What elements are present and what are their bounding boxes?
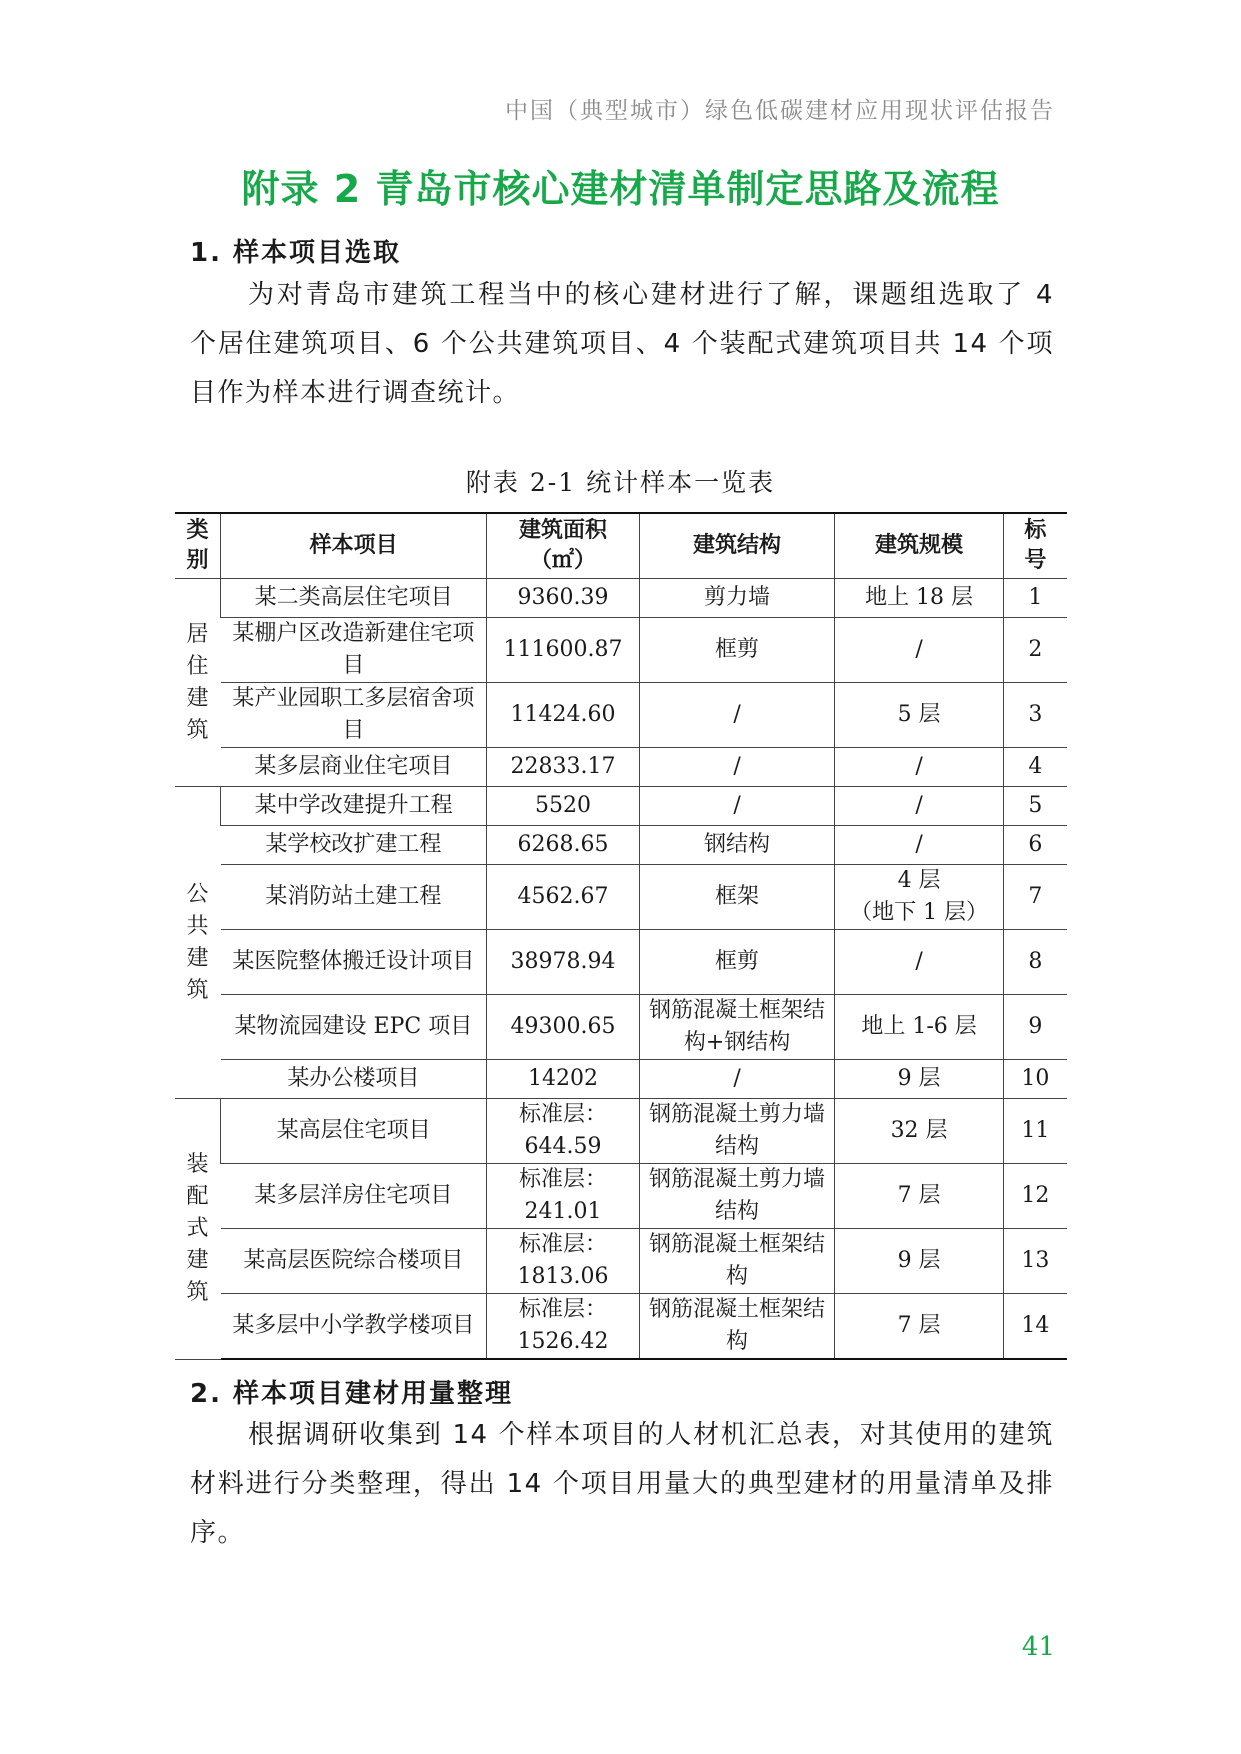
project-cell: 某产业园职工多层宿舍项目: [221, 683, 487, 748]
project-cell: 某棚户区改造新建住宅项目: [221, 618, 487, 683]
structure-cell: /: [639, 1060, 835, 1099]
scale-cell: 5 层: [835, 683, 1003, 748]
table-row: [175, 579, 1067, 618]
area-cell: 6268.65: [487, 826, 639, 865]
number-cell: 14: [1003, 1294, 1067, 1360]
area-cell: 38978.94: [487, 930, 639, 995]
section-2-paragraph: 根据调研收集到 14 个样本项目的人材机汇总表，对其使用的建筑材料进行分类整理，得出 14 个项目用量大的典型建材的用量清单及排序。: [190, 1420, 1054, 1548]
project-cell: 某学校改扩建工程: [221, 826, 487, 865]
section-2-heading: 2. 样本项目建材用量整理: [190, 1379, 514, 1409]
scale-cell: 地上 1-6 层: [835, 995, 1003, 1060]
project-cell: 某办公楼项目: [221, 1060, 487, 1099]
structure-cell: 钢筋混凝土框架结构: [639, 1229, 835, 1294]
project-cell: 某高层住宅项目: [221, 1099, 487, 1164]
scale-cell: 9 层: [835, 1229, 1003, 1294]
table-row: [175, 1060, 1067, 1099]
table-row: [175, 865, 1067, 930]
table-row: [175, 1294, 1067, 1360]
scale-cell: /: [835, 618, 1003, 683]
scale-cell: 9 层: [835, 1060, 1003, 1099]
page-number: 41: [1021, 1632, 1055, 1662]
category-cell: 居 住 建 筑: [175, 579, 221, 787]
project-cell: 某多层商业住宅项目: [221, 748, 487, 787]
structure-cell: /: [639, 748, 835, 787]
project-cell: 某多层中小学教学楼项目: [221, 1294, 487, 1360]
area-cell: 标准层：644.59: [487, 1099, 639, 1164]
table-row: [175, 1164, 1067, 1229]
number-cell: 3: [1003, 683, 1067, 748]
project-cell: 某消防站土建工程: [221, 865, 487, 930]
structure-cell: 框架: [639, 865, 835, 930]
project-cell: 某高层医院综合楼项目: [221, 1229, 487, 1294]
area-cell: 11424.60: [487, 683, 639, 748]
number-cell: 6: [1003, 826, 1067, 865]
running-header: 中国（典型城市）绿色低碳建材应用现状评估报告: [505, 98, 1055, 124]
col-header-project: 样本项目: [221, 513, 487, 579]
table-row: [175, 1099, 1067, 1164]
table-row: [175, 748, 1067, 787]
page-title: 附录 2 青岛市核心建材清单制定思路及流程: [241, 167, 1000, 211]
table-header-row: [175, 513, 1067, 579]
col-header-area: 建筑面积 （㎡）: [487, 513, 639, 579]
area-cell: 标准层：1526.42: [487, 1294, 639, 1360]
section-1-heading: 1. 样本项目选取: [190, 238, 402, 268]
structure-cell: 钢筋混凝土框架结构: [639, 1294, 835, 1360]
number-cell: 13: [1003, 1229, 1067, 1294]
project-cell: 某物流园建设 EPC 项目: [221, 995, 487, 1060]
number-cell: 10: [1003, 1060, 1067, 1099]
structure-cell: 钢筋混凝土框架结构+钢结构: [639, 995, 835, 1060]
area-cell: 5520: [487, 787, 639, 826]
col-header-scale: 建筑规模: [835, 513, 1003, 579]
structure-cell: 框剪: [639, 930, 835, 995]
area-cell: 49300.65: [487, 995, 639, 1060]
number-cell: 8: [1003, 930, 1067, 995]
area-cell: 14202: [487, 1060, 639, 1099]
scale-cell: 4 层 （地下 1 层）: [835, 865, 1003, 930]
project-cell: 某医院整体搬迁设计项目: [221, 930, 487, 995]
scale-cell: 7 层: [835, 1294, 1003, 1360]
table-row: [175, 995, 1067, 1060]
number-cell: 9: [1003, 995, 1067, 1060]
number-cell: 12: [1003, 1164, 1067, 1229]
scale-cell: 32 层: [835, 1099, 1003, 1164]
scale-cell: 7 层: [835, 1164, 1003, 1229]
category-cell: 公 共 建 筑: [175, 787, 221, 1099]
table-row: [175, 618, 1067, 683]
scale-cell: /: [835, 826, 1003, 865]
table-row: [175, 826, 1067, 865]
number-cell: 1: [1003, 579, 1067, 618]
structure-cell: 钢结构: [639, 826, 835, 865]
table-row: [175, 1229, 1067, 1294]
structure-cell: 钢筋混凝土剪力墙结构: [639, 1099, 835, 1164]
col-header-number: 标 号: [1003, 513, 1067, 579]
project-cell: 某多层洋房住宅项目: [221, 1164, 487, 1229]
table-body: [175, 579, 1067, 1360]
table-row: [175, 787, 1067, 826]
sample-projects-table: [175, 512, 1067, 1360]
category-cell: 装 配 式 建 筑: [175, 1099, 221, 1360]
area-cell: 9360.39: [487, 579, 639, 618]
area-cell: 4562.67: [487, 865, 639, 930]
number-cell: 7: [1003, 865, 1067, 930]
table-row: [175, 683, 1067, 748]
number-cell: 5: [1003, 787, 1067, 826]
area-cell: 标准层：1813.06: [487, 1229, 639, 1294]
area-cell: 111600.87: [487, 618, 639, 683]
area-cell: 标准层：241.01: [487, 1164, 639, 1229]
structure-cell: 框剪: [639, 618, 835, 683]
project-cell: 某二类高层住宅项目: [221, 579, 487, 618]
project-cell: 某中学改建提升工程: [221, 787, 487, 826]
table-caption: 附表 2-1 统计样本一览表: [465, 468, 776, 497]
structure-cell: /: [639, 683, 835, 748]
number-cell: 11: [1003, 1099, 1067, 1164]
scale-cell: /: [835, 748, 1003, 787]
structure-cell: 钢筋混凝土剪力墙结构: [639, 1164, 835, 1229]
scale-cell: /: [835, 930, 1003, 995]
structure-cell: /: [639, 787, 835, 826]
col-header-category: 类 别: [175, 513, 221, 579]
section-1-paragraph: 为对青岛市建筑工程当中的核心建材进行了解，课题组选取了 4 个居住建筑项目、6 个公共建筑项目、4 个装配式建筑项目共 14 个项目作为样本进行调查统计。: [190, 280, 1054, 408]
number-cell: 4: [1003, 748, 1067, 787]
number-cell: 2: [1003, 618, 1067, 683]
structure-cell: 剪力墙: [639, 579, 835, 618]
area-cell: 22833.17: [487, 748, 639, 787]
scale-cell: 地上 18 层: [835, 579, 1003, 618]
scale-cell: /: [835, 787, 1003, 826]
table-row: [175, 930, 1067, 995]
col-header-structure: 建筑结构: [639, 513, 835, 579]
